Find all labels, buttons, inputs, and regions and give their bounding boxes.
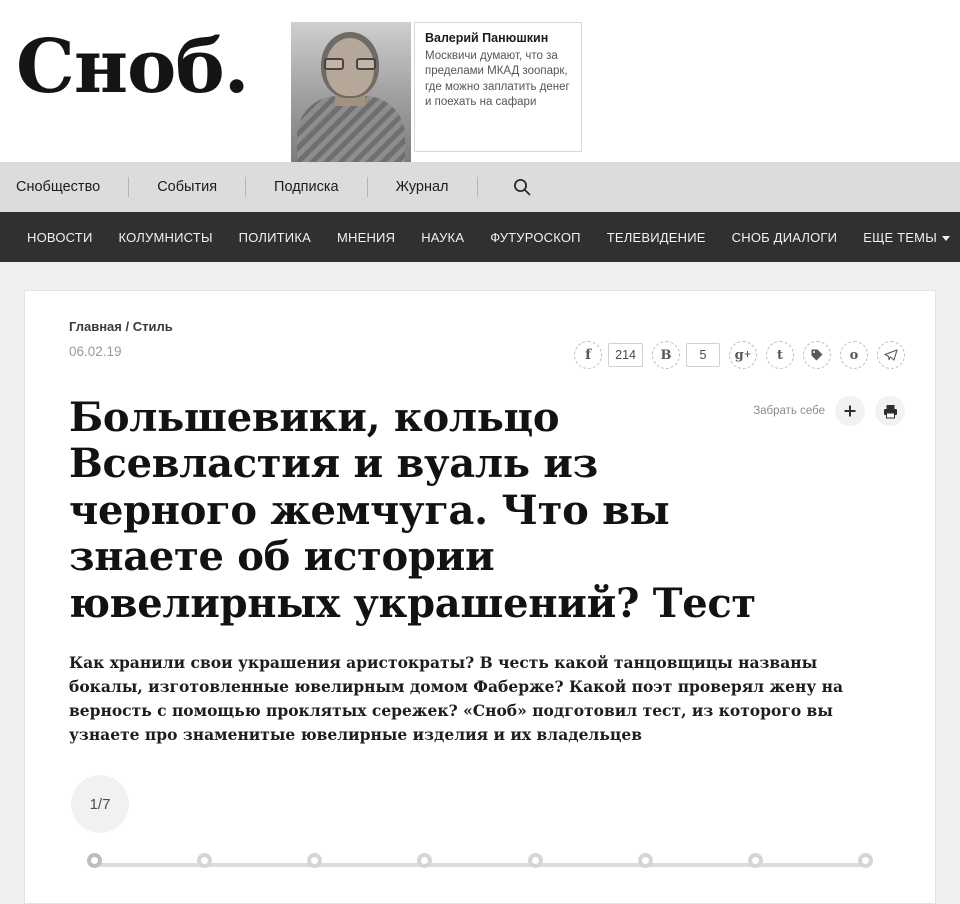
subnav-more-menu[interactable] bbox=[850, 230, 954, 245]
quiz-step-dot[interactable] bbox=[748, 853, 763, 868]
plus-icon[interactable] bbox=[835, 396, 865, 426]
subnav-item-futuroskop[interactable]: ФУТУРОСКОП bbox=[490, 229, 581, 245]
quiz-step-dot[interactable] bbox=[528, 853, 543, 868]
nav-divider bbox=[367, 177, 368, 197]
facebook-share-count: 214 bbox=[608, 343, 643, 367]
facebook-icon[interactable]: f bbox=[574, 341, 602, 369]
article-title: Большевики, кольцо Всевластия и вуаль из черного жемчуга. Что вы знаете об истории ювелирных украшений? Тест bbox=[69, 394, 756, 627]
breadcrumb-home[interactable]: Главная bbox=[69, 319, 122, 334]
telegram-icon[interactable] bbox=[877, 341, 905, 369]
chevron-down-icon bbox=[942, 236, 950, 241]
publish-date: 06.02.19 bbox=[69, 344, 122, 359]
main-navigation bbox=[0, 162, 960, 212]
quiz-step-dot[interactable] bbox=[197, 853, 212, 868]
quiz-step-dot[interactable] bbox=[87, 853, 102, 868]
breadcrumb-separator: / bbox=[125, 319, 130, 334]
nav-item-snobschestvo[interactable]: Снобщество bbox=[16, 179, 101, 195]
promo-author-photo[interactable] bbox=[291, 22, 411, 162]
content-background bbox=[0, 262, 960, 904]
quiz-step-dot[interactable] bbox=[638, 853, 653, 868]
subnav-item-nauka[interactable]: НАУКА bbox=[421, 229, 465, 245]
nav-divider bbox=[245, 177, 246, 197]
quiz-step-dot[interactable] bbox=[417, 853, 432, 868]
quiz-step-dot[interactable] bbox=[307, 853, 322, 868]
site-header bbox=[0, 0, 960, 162]
subnav-item-kolumnisty[interactable]: КОЛУМНИСТЫ bbox=[118, 229, 213, 245]
nav-item-sobytiya[interactable]: События bbox=[157, 179, 218, 195]
subnav-more-label: ЕЩЕ ТЕМЫ bbox=[863, 229, 937, 245]
vkontakte-icon[interactable]: B bbox=[652, 341, 680, 369]
breadcrumb-section[interactable]: Стиль bbox=[132, 319, 173, 334]
print-icon[interactable] bbox=[875, 396, 905, 426]
search-icon[interactable] bbox=[510, 175, 534, 199]
subnav-item-televidenie[interactable]: ТЕЛЕВИДЕНИЕ bbox=[606, 229, 706, 245]
take-it-label: Забрать себе bbox=[753, 405, 825, 417]
share-bar bbox=[574, 341, 905, 369]
nav-item-podpiska[interactable]: Подписка bbox=[274, 179, 339, 195]
twitter-icon[interactable]: t bbox=[766, 341, 794, 369]
breadcrumb bbox=[69, 319, 891, 334]
topics-navigation bbox=[0, 212, 960, 262]
quiz-step-dot[interactable] bbox=[858, 853, 873, 868]
google-plus-icon[interactable]: g + bbox=[729, 341, 757, 369]
nav-item-zhurnal[interactable]: Журнал bbox=[395, 179, 449, 195]
take-it-bar bbox=[753, 396, 905, 426]
promo-quote: Москвичи думают, что за пределами МКАД зоопарк, где можно заплатить денег и поехать на сафари bbox=[425, 50, 570, 108]
quiz-step-dots bbox=[87, 853, 873, 868]
vkontakte-share-count: 5 bbox=[686, 343, 720, 367]
nav-divider bbox=[128, 177, 129, 197]
photo-glasses bbox=[324, 58, 376, 70]
article-lead: Как хранили свои украшения аристократы? В честь какой танцовщицы названы бокалы, изготовленные ювелирным домом Фаберже? Какой поэт проверял жену на верность с помощью проклятых сережек? «Сноб» подготовил тест, из которого вы узнаете про знаменитые ювелирные изделия и их владельцев bbox=[69, 652, 844, 744]
nav-divider bbox=[477, 177, 478, 197]
subnav-item-mneniya[interactable]: МНЕНИЯ bbox=[336, 229, 396, 245]
promo-card[interactable] bbox=[414, 22, 582, 152]
odnoklassniki-icon[interactable]: o bbox=[840, 341, 868, 369]
subnav-item-novosti[interactable]: НОВОСТИ bbox=[27, 229, 93, 245]
subnav-item-politika[interactable]: ПОЛИТИКА bbox=[238, 229, 311, 245]
article-card bbox=[24, 290, 936, 904]
subnav-item-snob-dialogi[interactable]: СНОБ ДИАЛОГИ bbox=[731, 229, 838, 245]
quiz-step-counter: 1/7 bbox=[71, 775, 129, 833]
tag-icon[interactable] bbox=[803, 341, 831, 369]
promo-author-name: Валерий Панюшкин bbox=[425, 31, 549, 45]
quiz-progress bbox=[25, 775, 935, 885]
site-logo[interactable]: Сноб. bbox=[16, 24, 249, 110]
